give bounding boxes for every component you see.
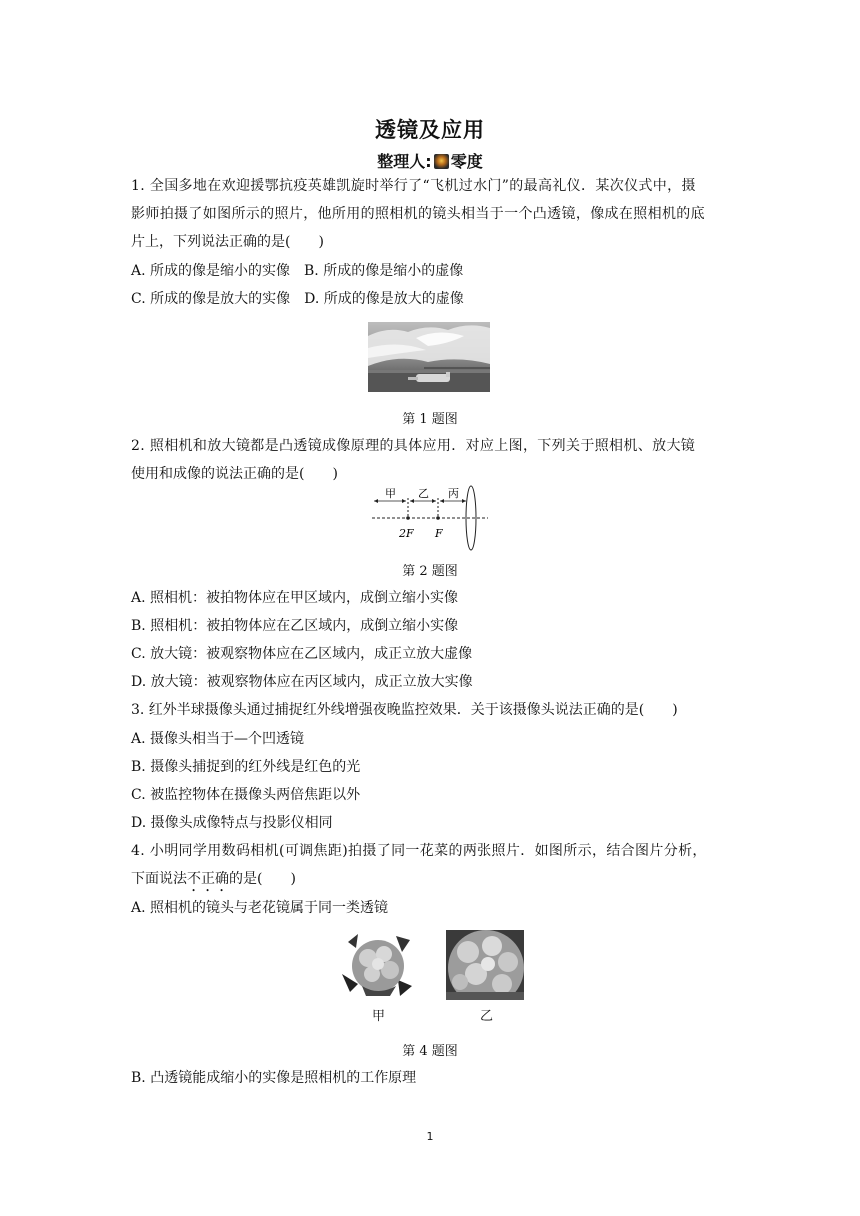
q4-line-2-pre: 下面说法 (131, 871, 187, 887)
q3-line-1: 3. 红外半球摄像头通过捕捉红外线增强夜晚监控效果．关于该摄像头说法正确的是( ) (131, 702, 678, 718)
q4-emphasis: 不正确 (187, 871, 229, 887)
page-number: 1 (426, 1130, 434, 1143)
q4-photo-yi (446, 930, 524, 1000)
q3-option-a: A. 摄像头相当于—个凹透镜 (131, 731, 305, 747)
q1-options-cd: C. 所成的像是放大的实像 D. 所成的像是放大的虚像 (131, 291, 464, 307)
q2-option-d: D. 放大镜：被观察物体应在丙区域内，成正立放大实像 (131, 674, 473, 690)
page-title: 透镜及应用 (375, 118, 485, 142)
q2-figure-caption: 第 2 题图 (402, 564, 458, 579)
q1-line-2: 影师拍摄了如图所示的照片，他所用的照相机的镜头相当于一个凸透镜，像成在照相机的底 (131, 206, 705, 222)
point-2f (406, 516, 410, 520)
q2-line-1: 2. 照相机和放大镜都是凸透镜成像原理的具体应用．对应上图，下列关于照相机、放大镜 (131, 438, 696, 454)
label-f: F (435, 527, 443, 540)
label-jia: 甲 (385, 487, 396, 500)
author-name: 零度 (450, 152, 483, 171)
q2-option-a: A. 照相机：被拍物体应在甲区域内，成倒立缩小实像 (131, 590, 459, 606)
q4-line-1: 4. 小明同学用数码相机(可调焦距)拍摄了同一花菜的两张照片．如图所示，结合图片分析， (131, 843, 707, 859)
q4-label-jia: 甲 (372, 1009, 386, 1024)
label-bing: 丙 (448, 487, 459, 500)
q2-option-c: C. 放大镜：被观察物体应在乙区域内，成正立放大虚像 (131, 646, 473, 662)
q1-options-ab: A. 所成的像是缩小的实像 B. 所成的像是缩小的虚像 (131, 263, 464, 279)
label-yi: 乙 (418, 487, 429, 500)
point-f (436, 516, 440, 520)
author-logo-icon (434, 154, 449, 169)
q3-option-c: C. 被监控物体在摄像头两倍焦距以外 (131, 787, 361, 803)
q1-line-1: 1. 全国多地在欢迎援鄂抗疫英雄凯旋时举行了“飞机过水门”的最高礼仪．某次仪式中，摄 (131, 178, 696, 194)
q1-photo (368, 322, 490, 392)
label-2f: 2F (399, 527, 414, 540)
q4-line-2-post: 的是( ) (229, 871, 296, 887)
q4-option-b: B. 凸透镜能成缩小的实像是照相机的工作原理 (131, 1070, 417, 1086)
q1-line-3: 片上，下列说法正确的是( ) (131, 234, 324, 250)
q2-lens-diagram (368, 484, 492, 554)
q1-figure-caption: 第 1 题图 (402, 412, 458, 427)
q4-line-2 (131, 869, 741, 895)
author-label: 整理人: (377, 152, 432, 171)
q4-label-yi: 乙 (480, 1009, 494, 1024)
q2-line-2: 使用和成像的说法正确的是( ) (131, 466, 338, 482)
q4-figure-caption: 第 4 题图 (402, 1044, 458, 1059)
q3-option-b: B. 摄像头捕捉到的红外线是红色的光 (131, 759, 361, 775)
q4-option-a: A. 照相机的镜头与老花镜属于同一类透镜 (131, 900, 389, 916)
q2-option-b: B. 照相机：被拍物体应在乙区域内，成倒立缩小实像 (131, 618, 459, 634)
q3-option-d: D. 摄像头成像特点与投影仪相同 (131, 815, 333, 831)
q4-photo-jia (338, 930, 416, 1000)
author-line (0, 149, 860, 172)
